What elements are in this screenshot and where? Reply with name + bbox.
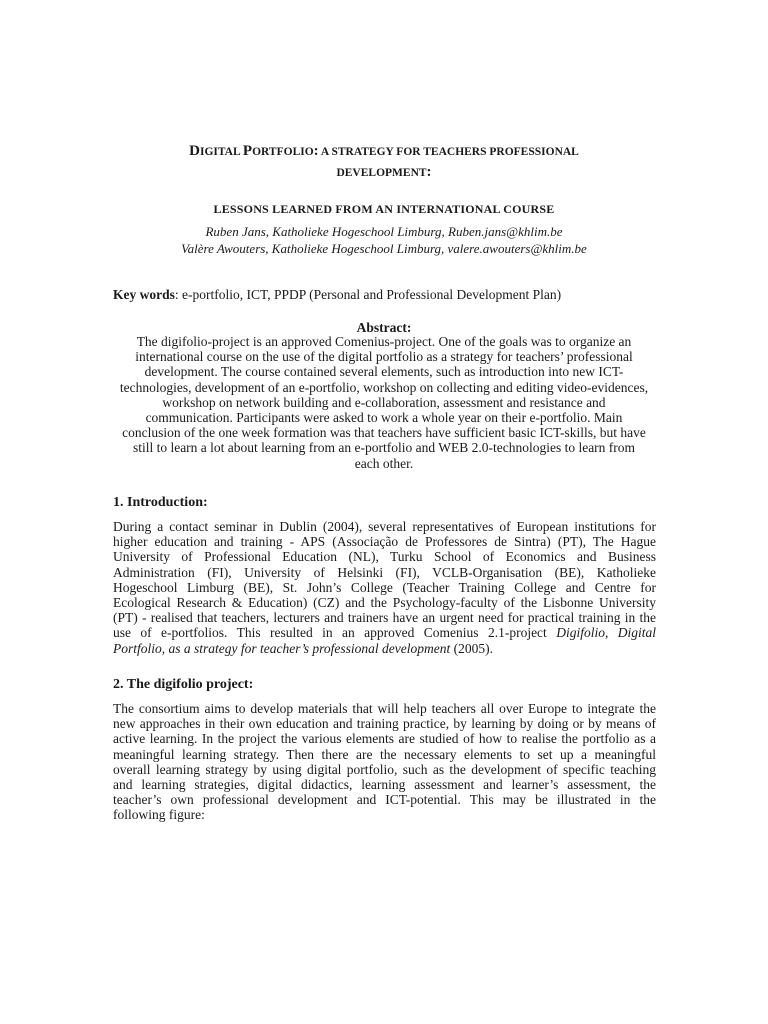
paragraph-line: overall learning strategy by using digital portfolio, such as the development of specific teaching bbox=[113, 761, 656, 777]
paragraph-line: use of e-portfolios. This resulted in an approved Comenius 2.1-project Digifolio, Digital bbox=[113, 625, 656, 641]
abstract-line: development. The course contained several elements, such as introduction into new ICT- bbox=[144, 364, 624, 380]
paragraph-line: and learning strategies, digital didactics, learning assessment and learner’s assessment, the bbox=[113, 776, 656, 792]
paragraph-line: teacher’s own professional development and ICT-potential. This may be illustrated in the bbox=[113, 792, 656, 808]
keywords-text: : e-portfolio, ICT, PPDP (Personal and Professional Development Plan) bbox=[174, 287, 562, 302]
introduction-paragraph bbox=[113, 519, 656, 656]
digifolio-project-paragraph bbox=[113, 701, 656, 823]
abstract-line: The digifolio-project is an approved Comenius-project. One of the goals was to organize an bbox=[136, 334, 632, 349]
abstract-line: still to learn a lot about learning from an e-portfolio and WEB 2.0-technologies to learn from bbox=[132, 440, 636, 456]
abstract-line: each other. bbox=[354, 455, 414, 471]
keywords bbox=[113, 287, 673, 303]
paragraph-line: (PT) - realised that teachers, lecturers and trainers have an urgent need for practical training in the bbox=[113, 610, 656, 626]
paragraph-line: Portfolio, as a strategy for teacher’s professional development (2005). bbox=[113, 640, 493, 656]
abstract-heading: Abstract: bbox=[356, 320, 412, 335]
abstract-line: technologies, development of an e-portfolio, workshop on collecting and editing video-evidences, bbox=[119, 379, 649, 395]
author-line: Valère Awouters, Katholieke Hogeschool Limburg, valere.awouters@khlim.be bbox=[181, 241, 587, 256]
paragraph-line: active learning. In the project the various elements are studied of how to realise the portfolio as a bbox=[113, 731, 656, 747]
project-title-italic: Portfolio, as a strategy for teacher’s professional development bbox=[113, 640, 451, 656]
paper-title bbox=[110, 141, 658, 183]
paragraph-line: following figure: bbox=[113, 807, 205, 823]
author-line: Ruben Jans, Katholieke Hogeschool Limburg, Ruben.jans@khlim.be bbox=[205, 224, 563, 239]
abstract-body bbox=[113, 334, 655, 471]
section-heading-introduction: 1. Introduction: bbox=[113, 495, 208, 510]
paragraph-line: Ecological Research & Education) (CZ) and the Psychology-faculty of the Lisbonne University bbox=[113, 594, 656, 610]
title-line-2: DEVELOPMENT: bbox=[336, 164, 432, 180]
paragraph-line: During a contact seminar in Dublin (2004), several representatives of European institutions for bbox=[113, 519, 656, 534]
paragraph-line: Administration (FI), University of Helsinki (FI), VCLB-Organisation (BE), Katholieke bbox=[113, 564, 656, 580]
paragraph-line: meaningful learning strategy. Then there are the necessary elements to set up a meaningful bbox=[113, 746, 656, 762]
section-heading-digifolio-project: 2. The digifolio project: bbox=[113, 677, 254, 692]
keywords-label: Key words bbox=[113, 287, 175, 302]
paragraph-line: The consortium aims to develop materials that will help teachers all over Europe to integrate the bbox=[113, 701, 656, 716]
author-list bbox=[90, 223, 678, 257]
abstract-line: workshop on network building and e-collaboration, assessment and resistance and bbox=[162, 394, 606, 410]
paragraph-line: new approaches in their own education and training practice, by learning by doing or by means of bbox=[113, 716, 656, 732]
project-title-italic: Digifolio, Digital bbox=[556, 625, 656, 641]
paragraph-line: University of Professional Education (NL), Turku School of Economics and Business bbox=[113, 549, 656, 565]
title-line-1: DIGITAL PORTFOLIO: A STRATEGY FOR TEACHERS PROFESSIONAL bbox=[189, 143, 579, 159]
paragraph-line: Hogeschool Limburg (BE), St. John’s College (Teacher Training College and Centre for bbox=[113, 579, 656, 595]
abstract-line: international course on the use of the digital portfolio as a strategy for teachers’ professional bbox=[135, 349, 633, 365]
paper-subtitle: LESSONS LEARNED FROM AN INTERNATIONAL COURSE bbox=[213, 202, 555, 216]
abstract-line: communication. Participants were asked to work a whole year on their e-portfolio. Main bbox=[145, 410, 623, 426]
abstract-line: conclusion of the one week formation was that teachers have sufficient basic ICT-skills, but have bbox=[122, 425, 646, 441]
paragraph-line: higher education and training - APS (Associação de Professores de Sintra) (PT), The Hague bbox=[113, 534, 656, 550]
